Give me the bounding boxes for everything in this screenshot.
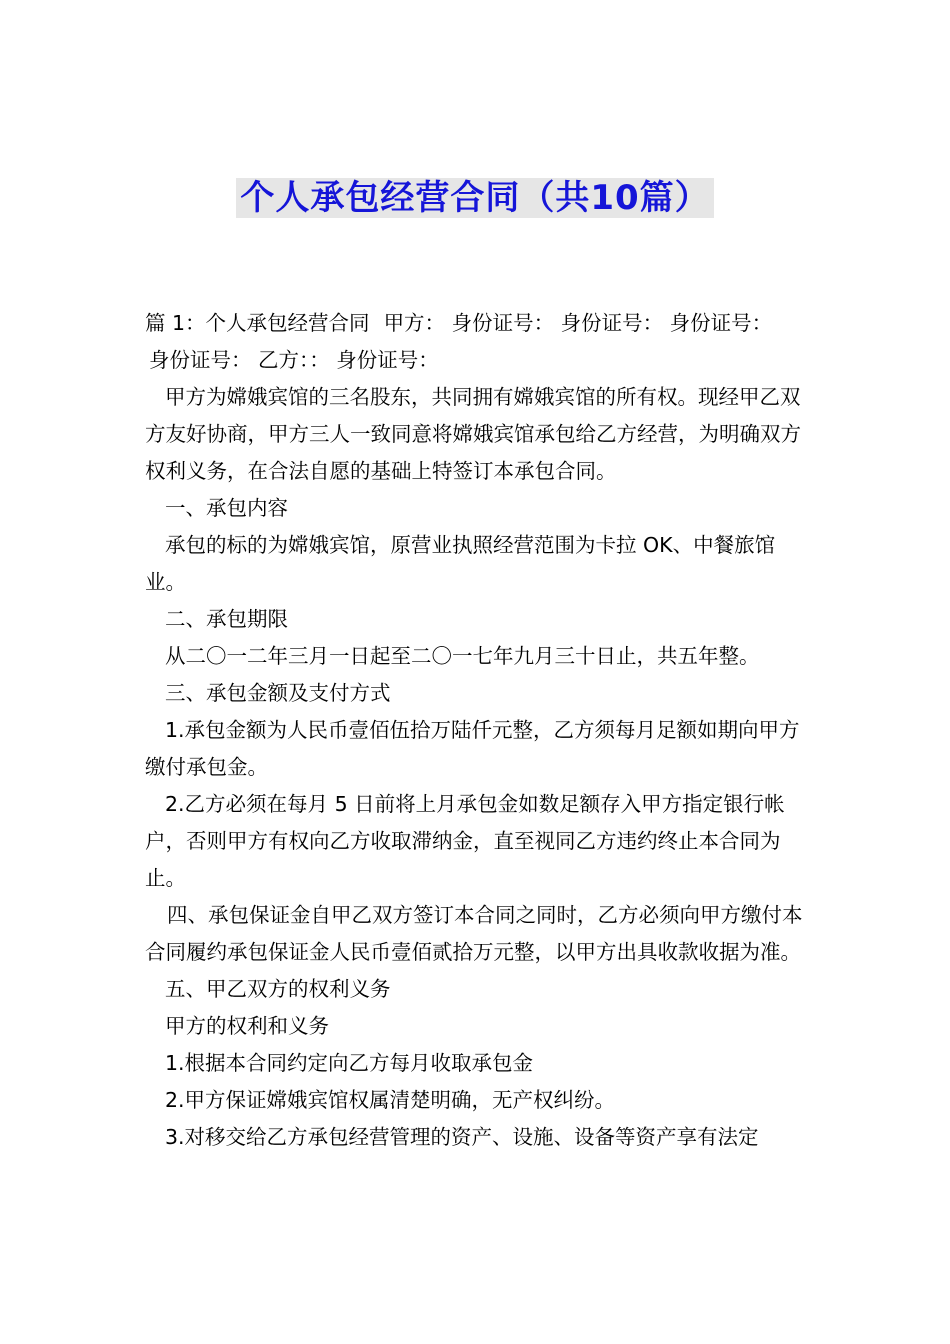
party-a-fields: 甲方： 身份证号： 身份证号： 身份证号：	[383, 311, 773, 335]
title-container	[0, 178, 950, 218]
paragraph: 2.乙方必须在每月 5 日前将上月承包金如数足额存入甲方指定银行帐户，否则甲方有权向乙方收取滞纳金，直至视同乙方违约终止本合同为止。	[145, 792, 785, 890]
paragraph: 甲方为嫦娥宾馆的三名股东，共同拥有嫦娥宾馆的所有权。现经甲乙双方友好协商，甲方三人一致同意将嫦娥宾馆承包给乙方经营，为明确双方权利义务，在合法自愿的基础上特签订本承包合同。	[145, 385, 801, 483]
section-label: 篇 1：个人承包经营合同	[145, 311, 370, 335]
paragraph: 一、承包内容	[165, 496, 288, 520]
paragraph: 承包的标的为嫦娥宾馆，原营业执照经营范围为卡拉 OK、中餐旅馆业。	[145, 533, 776, 594]
paragraph: 从二〇一二年三月一日起至二〇一七年九月三十日止，共五年整。	[165, 644, 760, 668]
paragraph-list	[145, 379, 810, 1156]
header-line-1	[145, 305, 810, 342]
paragraph: 3.对移交给乙方承包经营管理的资产、设施、设备等资产享有法定	[165, 1125, 759, 1149]
paragraph: 2.甲方保证嫦娥宾馆权属清楚明确，无产权纠纷。	[165, 1088, 616, 1112]
paragraph: 1.承包金额为人民币壹佰伍拾万陆仟元整，乙方须每月足额如期向甲方缴付承包金。	[145, 718, 800, 779]
header-line-2: 身份证号： 乙方：： 身份证号：	[149, 348, 439, 372]
document-title: 个人承包经营合同（共10篇）	[236, 178, 713, 218]
paragraph: 1.根据本合同约定向乙方每月收取承包金	[165, 1051, 534, 1075]
paragraph: 二、承包期限	[165, 607, 288, 631]
paragraph: 四、承包保证金自甲乙双方签订本合同之同时，乙方必须向甲方缴付本合同履约承包保证金人民币壹佰贰拾万元整，以甲方出具收款收据为准。	[145, 903, 803, 964]
paragraph: 五、甲乙双方的权利义务	[165, 977, 391, 1001]
paragraph: 三、承包金额及支付方式	[165, 681, 391, 705]
document-body	[145, 305, 810, 1156]
paragraph: 甲方的权利和义务	[165, 1014, 329, 1038]
